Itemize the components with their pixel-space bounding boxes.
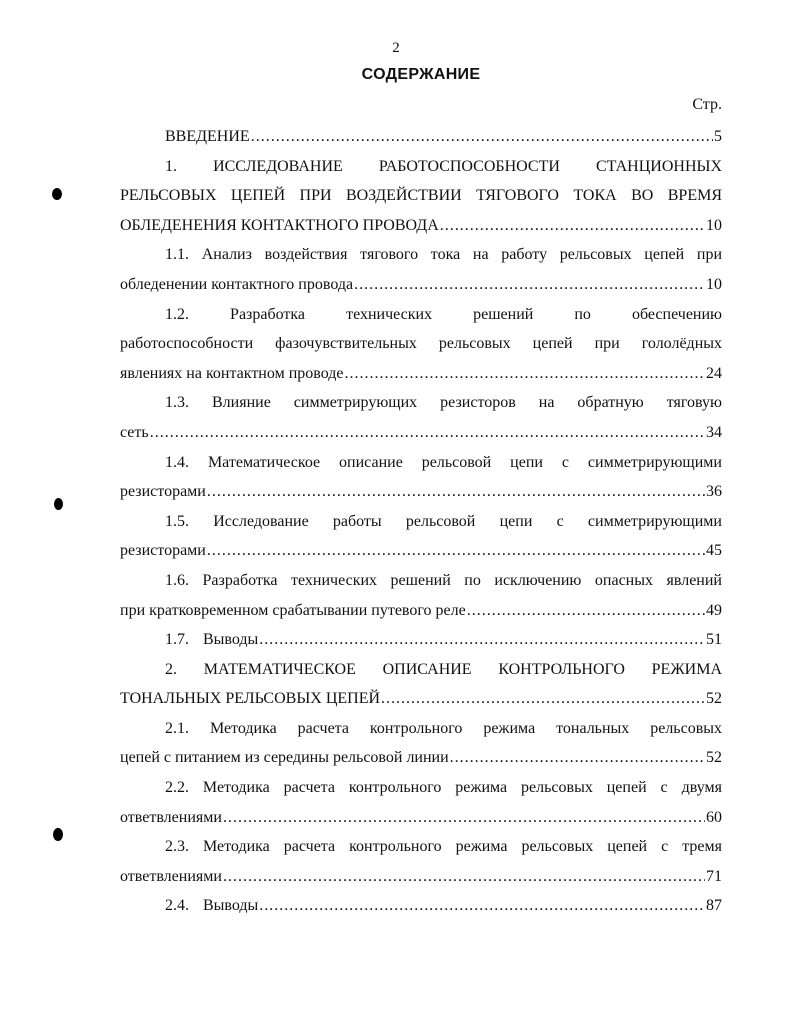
toc-entry-text: Выводы [203,631,259,649]
toc-entry[interactable] [120,240,722,299]
toc-line [120,448,722,478]
dot-leader [440,211,705,241]
table-of-contents [120,122,722,921]
dot-leader [251,122,713,152]
toc-entry-number: 1.7. [165,631,189,649]
toc-page-number: 87 [706,897,722,915]
toc-entry[interactable] [120,832,722,891]
toc-entry-text: ответвлениями [120,867,222,885]
toc-line [120,684,722,714]
toc-entry[interactable] [120,300,722,389]
toc-page-number: 10 [706,275,722,293]
toc-line [120,714,722,744]
toc-page-number: 24 [706,364,722,382]
dot-leader [381,684,705,714]
dot-leader [259,625,705,655]
dot-leader [344,359,705,389]
dot-leader [207,477,705,507]
toc-line [120,803,722,833]
toc-entry-text: ответвлениями [120,808,222,826]
toc-line [120,625,722,655]
toc-entry-number: 2.4. [165,897,189,915]
toc-line [120,507,722,537]
toc-entry-text: Влияние симметрирующих резисторов на обратную тяговую [212,394,722,412]
dot-leader [259,891,705,921]
toc-entry[interactable] [120,507,722,566]
page-column-label: Стр. [692,96,722,113]
toc-line [120,655,722,685]
toc-entry-text: Методика расчета контрольного режима тональных рельсовых [209,719,722,737]
toc-entry[interactable] [120,655,722,714]
toc-entry-text: Методика расчета контрольного режима рельсовых цепей с тремя [203,838,722,856]
toc-entry-text: сеть [120,423,149,441]
toc-entry[interactable] [120,625,722,655]
toc-page-number: 36 [706,483,722,501]
toc-entry-text: МАТЕМАТИЧЕСКОЕ ОПИСАНИЕ КОНТРОЛЬНОГО РЕЖИМА [203,660,722,678]
toc-page-number: 10 [706,216,722,234]
dot-leader [450,743,705,773]
toc-entry-number: 2.1. [165,719,189,737]
toc-page-number: 60 [706,808,722,826]
toc-entry[interactable] [120,714,722,773]
toc-line [120,743,722,773]
toc-page-number: 34 [706,423,722,441]
toc-entry-number: 2. [165,660,177,678]
toc-entry-text: при кратковременном срабатывании путевого реле [120,601,466,619]
toc-line [120,477,722,507]
toc-entry-number: 1.4. [165,453,189,471]
toc-line [120,832,722,862]
toc-entry[interactable] [120,566,722,625]
toc-entry[interactable] [120,448,722,507]
toc-line [120,388,722,418]
toc-line [120,773,722,803]
toc-line [120,152,722,182]
toc-line [120,536,722,566]
toc-entry-text: Разработка технических решений по обеспечению [230,305,722,323]
toc-line [120,240,722,270]
toc-entry-text: ТОНАЛЬНЫХ РЕЛЬСОВЫХ ЦЕПЕЙ [120,690,381,708]
toc-line [120,418,722,448]
toc-page-number: 5 [714,128,722,145]
toc-entry[interactable] [120,891,722,921]
toc-entry-text: Исследование работы рельсовой цепи с симметрирующими [213,512,722,530]
dot-leader [354,270,705,300]
dot-leader [223,862,705,892]
toc-entry-text: Математическое описание рельсовой цепи с симметрирующими [207,453,722,471]
toc-entry-text: Разработка технических решений по исключению опасных явлений [202,571,722,589]
toc-entry-text: РЕЛЬСОВЫХ ЦЕПЕЙ ПРИ ВОЗДЕЙСТВИИ ТЯГОВОГО ТОКА ВО ВРЕМЯ [120,187,722,205]
toc-entry-text: ОБЛЕДЕНЕНИЯ КОНТАКТНОГО ПРОВОДА [120,216,439,234]
toc-entry-text: обледенении контактного провода [120,275,354,293]
toc-entry-number: 1.2. [165,305,189,323]
toc-line [120,359,722,389]
toc-line [120,596,722,626]
toc-page-number: 52 [706,690,722,708]
dot-leader [207,536,705,566]
toc-entry[interactable] [120,388,722,447]
dot-leader [150,418,705,448]
toc-entry-text: ИССЛЕДОВАНИЕ РАБОТОСПОСОБНОСТИ СТАНЦИОННЫХ [213,157,722,175]
toc-entry-number: 1.6. [165,571,189,589]
page-number: 2 [392,40,400,56]
toc-entry-text: цепей с питанием из середины рельсовой линии [120,749,449,767]
toc-line [120,862,722,892]
toc-entry-text: Анализ воздействия тягового тока на работу рельсовых цепей при [201,246,722,264]
toc-line [120,211,722,241]
toc-entry-number: 1.5. [165,512,189,530]
toc-line [120,329,722,359]
toc-entry-text: Выводы [203,897,259,915]
toc-entry-number: 2.2. [165,779,189,797]
scan-artifact [53,828,63,841]
toc-entry-text: резисторами [120,542,206,560]
toc-page-number: 49 [706,601,722,619]
toc-entry-number: 1. [165,157,177,175]
scan-artifact [54,498,63,510]
toc-line [120,270,722,300]
toc-entry-number: 1.3. [165,394,189,412]
toc-page-number: 51 [706,631,722,649]
toc-page-number: 45 [706,542,722,560]
toc-entry-text: работоспособности фазочувствительных рельсовых цепей при гололёдных [120,335,722,353]
toc-entry[interactable] [120,122,722,152]
toc-entry-number: 1.1. [165,246,189,264]
toc-entry-text: Методика расчета контрольного режима рельсовых цепей с двумя [202,779,722,797]
toc-entry-text: ВВЕДЕНИЕ [165,128,250,145]
toc-line [120,181,722,211]
toc-page-number: 71 [706,867,722,885]
page-title: СОДЕРЖАНИЕ [361,66,481,83]
toc-line [120,122,722,152]
scan-artifact [52,188,62,200]
toc-entry-number: 2.3. [165,838,189,856]
dot-leader [467,596,705,626]
toc-page-number: 52 [706,749,722,767]
toc-entry-text: резисторами [120,483,206,501]
toc-entry-text: явлениях на контактном проводе [120,364,344,382]
dot-leader [223,803,705,833]
toc-line [120,300,722,330]
toc-entry[interactable] [120,773,722,832]
toc-line [120,566,722,596]
toc-line [120,891,722,921]
toc-entry[interactable] [120,152,722,241]
